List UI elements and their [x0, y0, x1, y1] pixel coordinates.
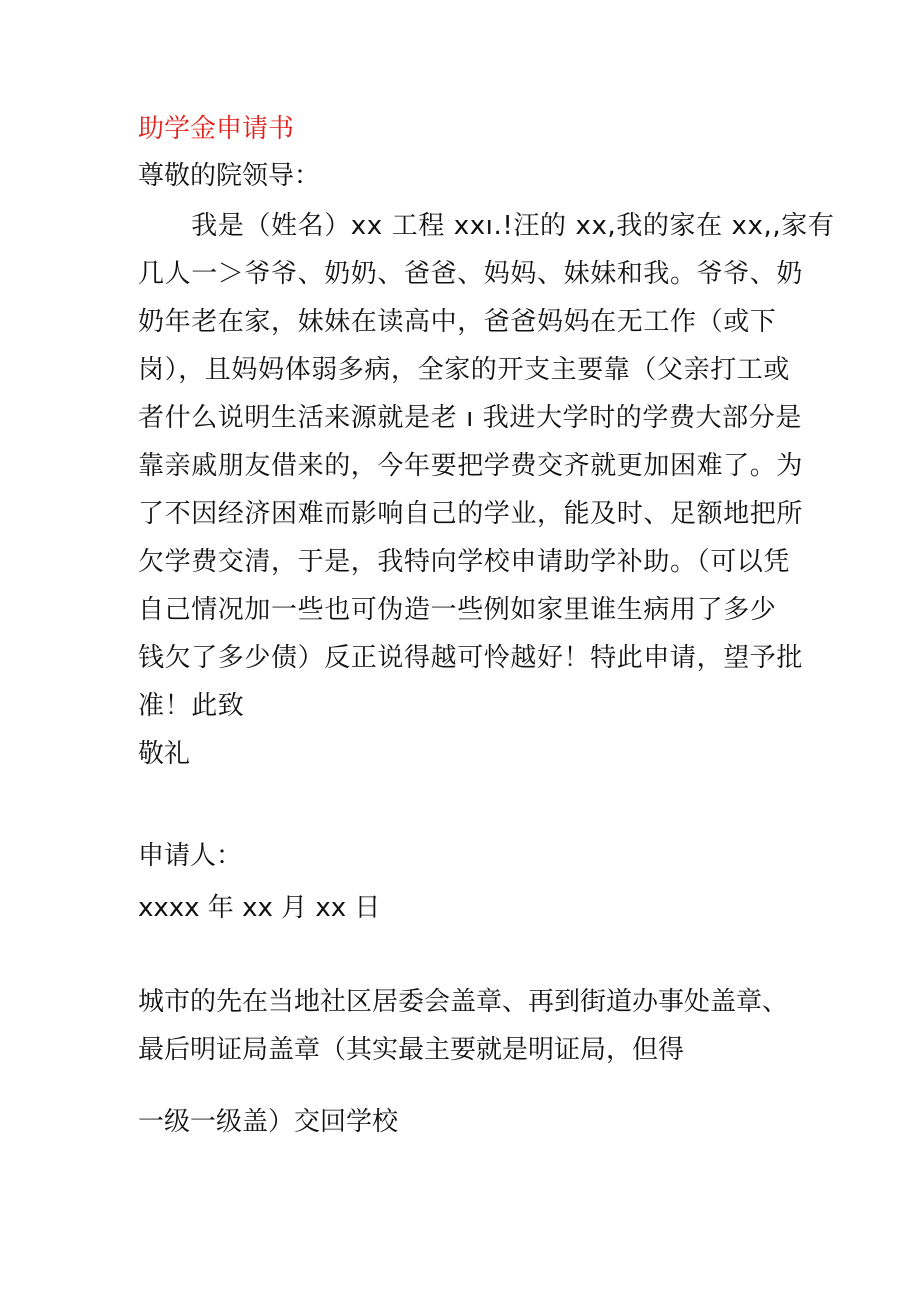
document-title: 助学金申请书 [138, 114, 295, 144]
note-line: 最后明证局盖章（其实最主要就是明证局，但得 [138, 1035, 685, 1065]
body-line: 者什么说明生活来源就是老 ı 我进大学时的学费大部分是 [138, 403, 802, 433]
body-line: 欠学费交清，于是，我特向学校申请助学补助。（可以凭 [138, 547, 791, 577]
body-line: 准！此致 [138, 691, 245, 721]
body-line: 靠亲戚朋友借来的，今年要把学费交齐就更加困难了。为 [138, 451, 804, 481]
date-line: xxxx 年 xx 月 xx 日 [138, 893, 381, 923]
note-line: 城市的先在当地社区居委会盖章、再到街道办事处盖章、 [138, 987, 789, 1017]
body-line: 了不因经济困难而影响自己的学业，能及时、足额地把所 [138, 499, 804, 529]
body-line: 岗），且妈妈体弱多病，全家的开支主要靠（父亲打工或 [138, 355, 791, 385]
note-last-line: 一级一级盖）交回学校 [138, 1107, 399, 1137]
body-line: 我是（姓名）xx 工程 xxı.!汪的 xx,我的家在 xx,,家有 [138, 211, 835, 241]
body-line: 几人一＞爷爷、奶奶、爸爸、妈妈、妹妹和我。爷爷、奶 [138, 259, 804, 289]
body-line: 自己情况加一些也可伪造一些例如家里谁生病用了多少 [138, 595, 777, 625]
applicant-label: 申请人： [138, 841, 243, 871]
salutation: 尊敬的院领导： [138, 161, 321, 191]
closing: 敬礼 [138, 739, 191, 769]
body-line: 奶年老在家，妹妹在读高中，爸爸妈妈在无工作（或下 [138, 307, 777, 337]
body-line: 钱欠了多少债）反正说得越可怜越好！特此申请，望予批 [138, 643, 804, 673]
